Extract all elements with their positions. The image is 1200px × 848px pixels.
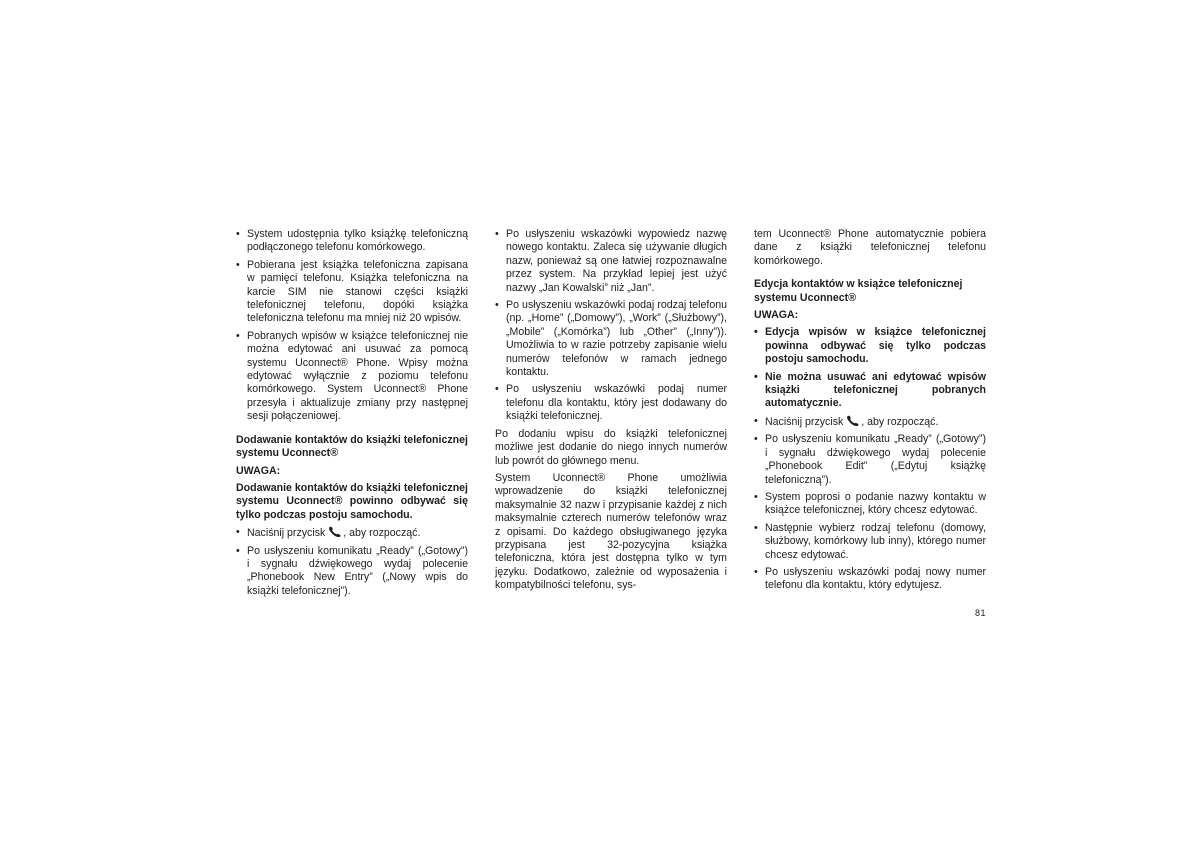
- note-label: UWAGA:: [236, 464, 281, 477]
- bullet-choose-type: • Następnie wybierz rodzaj telefonu (domowy, służbowy, komórkowy lub inny), którego numer chcesz edytować.: [754, 522, 986, 562]
- bullet-phonebook-source: • System udostępnia tylko książkę telefoniczną podłączonego telefonu komórkowego.: [236, 228, 468, 255]
- note-label: UWAGA:: [754, 309, 799, 322]
- paragraph-capacity: System Uconnect® Phone umożliwia wprowadzenie do książki telefonicznej maksymalnie 32 nazw i przypisanie każdej z nich maksymalnie czterech numerów telefonów wraz z opisami. Do każdego obsługiwanego języka przypisana jest 32-pozycyjna książka telefoniczna, która jest dostępna tylko w tym języku. Dodatkowo, zależnie od wyposażenia i kompatybilności telefonu, sys-: [495, 471, 727, 592]
- bullet-press-phone-button: [236, 526, 468, 540]
- paragraph-continuation: tem Uconnect® Phone automatycznie pobiera dane z książki telefonicznej telefonu komórkowego.: [754, 228, 986, 267]
- bullet-press-phone-button: [754, 415, 986, 429]
- column-2: [495, 228, 727, 597]
- bullet-downloaded-entries: • Pobranych wpisów w książce telefonicznej nie można edytować ani usuwać za pomocą systemu Uconnect® Phone. Wpisy można edytować wyłącznie z poziomu telefonu komórkowego. System Uconnect® Phone przesyła i aktualizuje zmiany przy następnej sesji połączeniowej.: [236, 330, 468, 424]
- page-number: 81: [974, 608, 986, 618]
- note-text: Dodawanie kontaktów do książki telefonicznej systemu Uconnect® powinno odbywać się tylko podczas postoju samochodu.: [236, 481, 468, 521]
- section-heading-edit-contacts: Edycja kontaktów w książce telefonicznej systemu Uconnect®: [754, 278, 963, 304]
- section-heading-add-contacts: Dodawanie kontaktów do książki telefonicznej systemu Uconnect®: [236, 433, 468, 460]
- paragraph-after-adding: Po dodaniu wpisu do książki telefonicznej możliwe jest dodanie do niego innych numerów lub powrót do głównego menu.: [495, 427, 727, 467]
- phone-handset-icon: [328, 526, 343, 537]
- note-bullet-edit-parked: • Edycja wpisów w książce telefonicznej powinna odbywać się tylko podczas postoju samochodu.: [754, 326, 986, 366]
- bullet-new-number: • Po usłyszeniu wskazówki podaj nowy numer telefonu dla kontaktu, który edytujesz.: [754, 566, 986, 593]
- bullet-new-entry-command: • Po usłyszeniu komunikatu „Ready” („Gotowy”) i sygnału dźwiękowego wydaj polecenie „Phonebook New Entry” („Nowy wpis do książki telefonicznej”).: [236, 545, 468, 599]
- bullet-say-name: • Po usłyszeniu wskazówki wypowiedz nazwę nowego kontaktu. Zaleca się używanie długich nazw, ponieważ są one łatwiej rozpoznawalne przez system. Na przykład lepiej jest użyć nazwy „Jan Kowalski” niż „Jan”.: [495, 228, 727, 295]
- bullet-phone-type: • Po usłyszeniu wskazówki podaj rodzaj telefonu (np. „Home” („Domowy”), „Work” („Służbowy”), „Mobile” („Komórka”) lub „Other” („Inny”)). Umożliwia to w razie potrzeby zapisanie wielu numerów telefonów w ramach jednego kontaktu.: [495, 299, 727, 379]
- column-3: [754, 228, 986, 597]
- bullet-text-pre: Naciśnij przycisk: [765, 415, 844, 428]
- bullet-text-post: , aby rozpocząć.: [343, 527, 421, 540]
- bullet-edit-command: • Po usłyszeniu komunikatu „Ready” („Gotowy”) i sygnału dźwiękowego wydaj polecenie „Phonebook Edit” („Edytuj książkę telefoniczną”).: [754, 433, 986, 487]
- bullet-phone-memory: • Pobierana jest książka telefoniczna zapisana w pamięci telefonu. Książka telefoniczna na karcie SIM nie stanowi części książki telefonicznej telefonu, dopóki książka telefoniczna telefonu ma mniej niż 20 wpisów.: [236, 259, 468, 326]
- bullet-contact-name: • System poprosi o podanie nazwy kontaktu w książce telefonicznej, który chcesz edytować.: [754, 491, 986, 518]
- column-1: [236, 228, 468, 602]
- bullet-phone-number: • Po usłyszeniu wskazówki podaj numer telefonu dla kontaktu, który jest dodawany do książki telefonicznej.: [495, 383, 727, 423]
- note-bullet-no-edit-downloaded: • Nie można usuwać ani edytować wpisów książki telefonicznej pobranych automatycznie.: [754, 371, 986, 411]
- bullet-text-pre: Naciśnij przycisk: [247, 527, 326, 540]
- bullet-text-post: , aby rozpocząć.: [861, 415, 939, 428]
- phone-handset-icon: [846, 415, 861, 426]
